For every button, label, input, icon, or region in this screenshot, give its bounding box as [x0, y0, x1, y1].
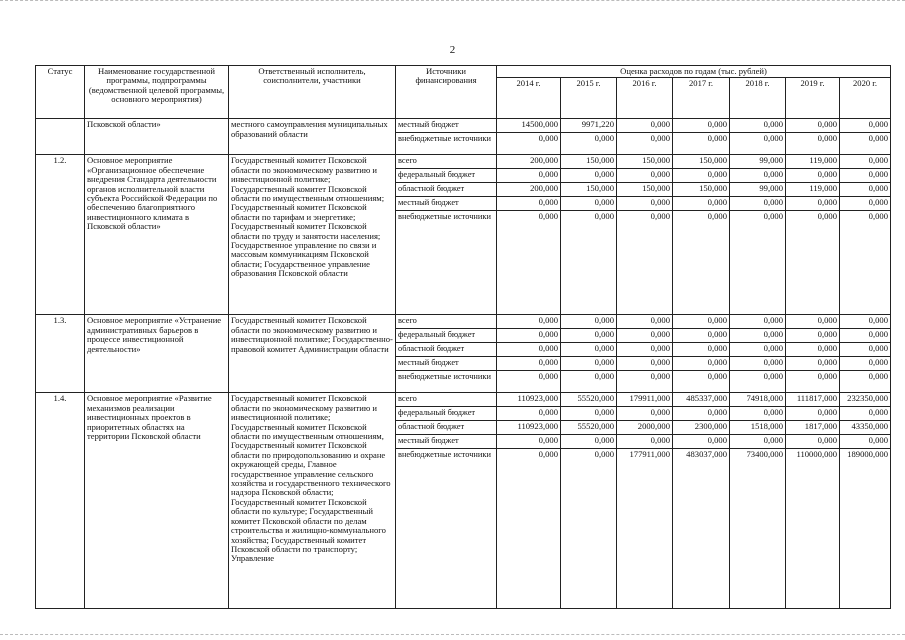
- amount-cell: 0,000: [786, 169, 840, 183]
- amount-cell: 0,000: [673, 315, 730, 329]
- funding-source-cell: федеральный бюджет: [396, 407, 497, 421]
- amount-cell: 0,000: [840, 343, 891, 357]
- funding-source-cell: местный бюджет: [396, 357, 497, 371]
- amount-cell: 0,000: [497, 357, 561, 371]
- status-cell: 1.2.: [36, 155, 85, 315]
- amount-cell: 177911,000: [617, 449, 673, 609]
- amount-cell: 55520,000: [561, 421, 617, 435]
- funding-source-cell: местный бюджет: [396, 435, 497, 449]
- header-year: 2018 г.: [730, 78, 786, 119]
- amount-cell: 0,000: [786, 435, 840, 449]
- amount-cell: 119,000: [786, 155, 840, 169]
- amount-cell: 0,000: [561, 197, 617, 211]
- amount-cell: 0,000: [617, 133, 673, 155]
- funding-source-cell: внебюджетные источники: [396, 449, 497, 609]
- table-row: [36, 393, 891, 407]
- amount-cell: 0,000: [673, 371, 730, 393]
- amount-cell: 0,000: [617, 357, 673, 371]
- amount-cell: 0,000: [840, 155, 891, 169]
- amount-cell: 0,000: [497, 449, 561, 609]
- amount-cell: 99,000: [730, 155, 786, 169]
- amount-cell: 43350,000: [840, 421, 891, 435]
- amount-cell: 0,000: [730, 169, 786, 183]
- amount-cell: 232350,000: [840, 393, 891, 407]
- amount-cell: 0,000: [673, 329, 730, 343]
- amount-cell: 0,000: [786, 197, 840, 211]
- header-executor: Ответственный исполнитель, соисполнители, участники: [229, 66, 396, 119]
- executor-cell: Государственный комитет Псковской области по экономическому развитию и инвестиционной политике; Государственный комитет Псковской области по имущественным отношениям, Государственный комитет Псковской области по природопользованию и охране окружающей среды, Главное государственное управление сельского хозяйства и государственного технического надзора Псковской области; Государственный комитет Псковской области по культуре; Государственный комитет Псковской области по делам строительства и жилищно-коммунального хозяйства; Государственный комитет Псковской области по транспорту; Управление: [229, 393, 396, 609]
- amount-cell: 0,000: [561, 435, 617, 449]
- amount-cell: 0,000: [730, 329, 786, 343]
- header-year: 2017 г.: [673, 78, 730, 119]
- amount-cell: 150,000: [561, 155, 617, 169]
- funding-source-cell: областной бюджет: [396, 421, 497, 435]
- header-year: 2014 г.: [497, 78, 561, 119]
- executor-cell: Государственный комитет Псковской области по экономическому развитию и инвестиционной политике; Государственно-правовой комитет Администрации области: [229, 315, 396, 393]
- amount-cell: 483037,000: [673, 449, 730, 609]
- amount-cell: 0,000: [497, 315, 561, 329]
- amount-cell: 0,000: [786, 329, 840, 343]
- amount-cell: 0,000: [617, 407, 673, 421]
- amount-cell: 119,000: [786, 183, 840, 197]
- amount-cell: 200,000: [497, 183, 561, 197]
- amount-cell: 0,000: [561, 329, 617, 343]
- amount-cell: 99,000: [730, 183, 786, 197]
- scan-top-edge: [0, 0, 905, 4]
- amount-cell: 0,000: [497, 329, 561, 343]
- amount-cell: 0,000: [617, 315, 673, 329]
- amount-cell: 0,000: [673, 119, 730, 133]
- header-year: 2015 г.: [561, 78, 617, 119]
- amount-cell: 0,000: [561, 211, 617, 315]
- amount-cell: 0,000: [786, 371, 840, 393]
- amount-cell: 0,000: [673, 133, 730, 155]
- funding-source-cell: федеральный бюджет: [396, 329, 497, 343]
- amount-cell: 0,000: [561, 371, 617, 393]
- amount-cell: 0,000: [673, 211, 730, 315]
- amount-cell: 0,000: [561, 133, 617, 155]
- amount-cell: 0,000: [730, 343, 786, 357]
- amount-cell: 0,000: [840, 197, 891, 211]
- amount-cell: 0,000: [786, 211, 840, 315]
- funding-source-cell: всего: [396, 393, 497, 407]
- header-year: 2020 г.: [840, 78, 891, 119]
- status-cell: 1.4.: [36, 393, 85, 609]
- amount-cell: 0,000: [840, 183, 891, 197]
- funding-source-cell: местный бюджет: [396, 197, 497, 211]
- amount-cell: 0,000: [840, 329, 891, 343]
- amount-cell: 0,000: [497, 211, 561, 315]
- expenditure-table: [35, 65, 891, 609]
- amount-cell: 0,000: [840, 315, 891, 329]
- table-body: [36, 119, 891, 609]
- amount-cell: 0,000: [497, 371, 561, 393]
- header-sources: Источники финансирования: [396, 66, 497, 119]
- amount-cell: 0,000: [840, 371, 891, 393]
- amount-cell: 9971,220: [561, 119, 617, 133]
- amount-cell: 0,000: [730, 211, 786, 315]
- amount-cell: 0,000: [673, 407, 730, 421]
- amount-cell: 0,000: [730, 371, 786, 393]
- amount-cell: 0,000: [561, 357, 617, 371]
- amount-cell: 0,000: [730, 197, 786, 211]
- amount-cell: 0,000: [617, 197, 673, 211]
- amount-cell: 110923,000: [497, 421, 561, 435]
- amount-cell: 0,000: [673, 197, 730, 211]
- header-year: 2016 г.: [617, 78, 673, 119]
- executor-cell: местного самоуправления муниципальных образований области: [229, 119, 396, 155]
- funding-source-cell: всего: [396, 155, 497, 169]
- amount-cell: 0,000: [497, 169, 561, 183]
- funding-source-cell: внебюджетные источники: [396, 211, 497, 315]
- funding-source-cell: местный бюджет: [396, 119, 497, 133]
- amount-cell: 0,000: [786, 407, 840, 421]
- amount-cell: 0,000: [840, 407, 891, 421]
- amount-cell: 111817,000: [786, 393, 840, 407]
- amount-cell: 0,000: [497, 435, 561, 449]
- measure-name-cell: Основное мероприятие «Организационное обеспечение внедрения Стандарта деятельности органов исполнительной власти субъекта Российской Федерации по обеспечению благоприятного инвестиционного климата в Псковской области»: [85, 155, 229, 315]
- funding-source-cell: федеральный бюджет: [396, 169, 497, 183]
- amount-cell: 0,000: [561, 343, 617, 357]
- amount-cell: 0,000: [497, 407, 561, 421]
- amount-cell: 0,000: [673, 343, 730, 357]
- page-number: 2: [449, 44, 456, 56]
- scan-bottom-edge: [0, 634, 905, 638]
- amount-cell: 0,000: [786, 315, 840, 329]
- amount-cell: 0,000: [730, 357, 786, 371]
- amount-cell: 55520,000: [561, 393, 617, 407]
- status-cell: [36, 119, 85, 155]
- amount-cell: 189000,000: [840, 449, 891, 609]
- header-name: Наименование государственной программы, подпрограммы (ведомственной целевой программы, основного мероприятия): [85, 66, 229, 119]
- amount-cell: 110923,000: [497, 393, 561, 407]
- amount-cell: 0,000: [730, 133, 786, 155]
- amount-cell: 2300,000: [673, 421, 730, 435]
- amount-cell: 150,000: [673, 155, 730, 169]
- measure-name-cell: Основное мероприятие «Устранение административных барьеров в процессе инвестиционной деятельности»: [85, 315, 229, 393]
- amount-cell: 0,000: [617, 371, 673, 393]
- amount-cell: 0,000: [497, 133, 561, 155]
- amount-cell: 0,000: [786, 357, 840, 371]
- amount-cell: 0,000: [673, 435, 730, 449]
- amount-cell: 179911,000: [617, 393, 673, 407]
- amount-cell: 0,000: [617, 435, 673, 449]
- amount-cell: 0,000: [673, 357, 730, 371]
- amount-cell: 150,000: [673, 183, 730, 197]
- amount-cell: 0,000: [497, 197, 561, 211]
- amount-cell: 14500,000: [497, 119, 561, 133]
- amount-cell: 0,000: [730, 435, 786, 449]
- amount-cell: 0,000: [786, 119, 840, 133]
- status-cell: 1.3.: [36, 315, 85, 393]
- amount-cell: 0,000: [617, 329, 673, 343]
- amount-cell: 0,000: [617, 211, 673, 315]
- table-row: [36, 155, 891, 169]
- amount-cell: 0,000: [617, 169, 673, 183]
- amount-cell: 0,000: [840, 169, 891, 183]
- amount-cell: 0,000: [786, 133, 840, 155]
- table-row: [36, 315, 891, 329]
- amount-cell: 0,000: [561, 315, 617, 329]
- amount-cell: 0,000: [673, 169, 730, 183]
- amount-cell: 0,000: [840, 133, 891, 155]
- funding-source-cell: областной бюджет: [396, 183, 497, 197]
- amount-cell: 0,000: [561, 169, 617, 183]
- funding-source-cell: внебюджетные источники: [396, 133, 497, 155]
- amount-cell: 73400,000: [730, 449, 786, 609]
- amount-cell: 0,000: [617, 119, 673, 133]
- funding-source-cell: всего: [396, 315, 497, 329]
- amount-cell: 0,000: [730, 315, 786, 329]
- amount-cell: 0,000: [786, 343, 840, 357]
- amount-cell: 485337,000: [673, 393, 730, 407]
- amount-cell: 0,000: [497, 343, 561, 357]
- amount-cell: 74918,000: [730, 393, 786, 407]
- amount-cell: 0,000: [840, 211, 891, 315]
- funding-source-cell: областной бюджет: [396, 343, 497, 357]
- table-row: [36, 119, 891, 133]
- amount-cell: 0,000: [840, 357, 891, 371]
- amount-cell: 150,000: [617, 183, 673, 197]
- amount-cell: 0,000: [730, 119, 786, 133]
- amount-cell: 0,000: [730, 407, 786, 421]
- header-year: 2019 г.: [786, 78, 840, 119]
- amount-cell: 1518,000: [730, 421, 786, 435]
- funding-source-cell: внебюджетные источники: [396, 371, 497, 393]
- amount-cell: 0,000: [561, 449, 617, 609]
- executor-cell: Государственный комитет Псковской области по экономическому развитию и инвестиционной политике; Государственный комитет Псковской области по имущественным отношениям; Государственный комитет Псковской области по тарифам и энергетике; Государственный комитет Псковской области по труду и занятости населения; Государственное управление по связи и массовым коммуникациям Псковской области; Государственное управление образования Псковской области: [229, 155, 396, 315]
- amount-cell: 2000,000: [617, 421, 673, 435]
- amount-cell: 0,000: [840, 435, 891, 449]
- amount-cell: 1817,000: [786, 421, 840, 435]
- measure-name-cell: Псковской области»: [85, 119, 229, 155]
- amount-cell: 0,000: [617, 343, 673, 357]
- measure-name-cell: Основное мероприятие «Развитие механизмов реализации инвестиционных проектов в приоритетных областях на территории Псковской области: [85, 393, 229, 609]
- amount-cell: 0,000: [561, 407, 617, 421]
- header-estimate: Оценка расходов по годам (тыс. рублей): [497, 66, 891, 78]
- amount-cell: 150,000: [617, 155, 673, 169]
- header-status: Статус: [36, 66, 85, 119]
- amount-cell: 150,000: [561, 183, 617, 197]
- amount-cell: 110000,000: [786, 449, 840, 609]
- amount-cell: 200,000: [497, 155, 561, 169]
- amount-cell: 0,000: [840, 119, 891, 133]
